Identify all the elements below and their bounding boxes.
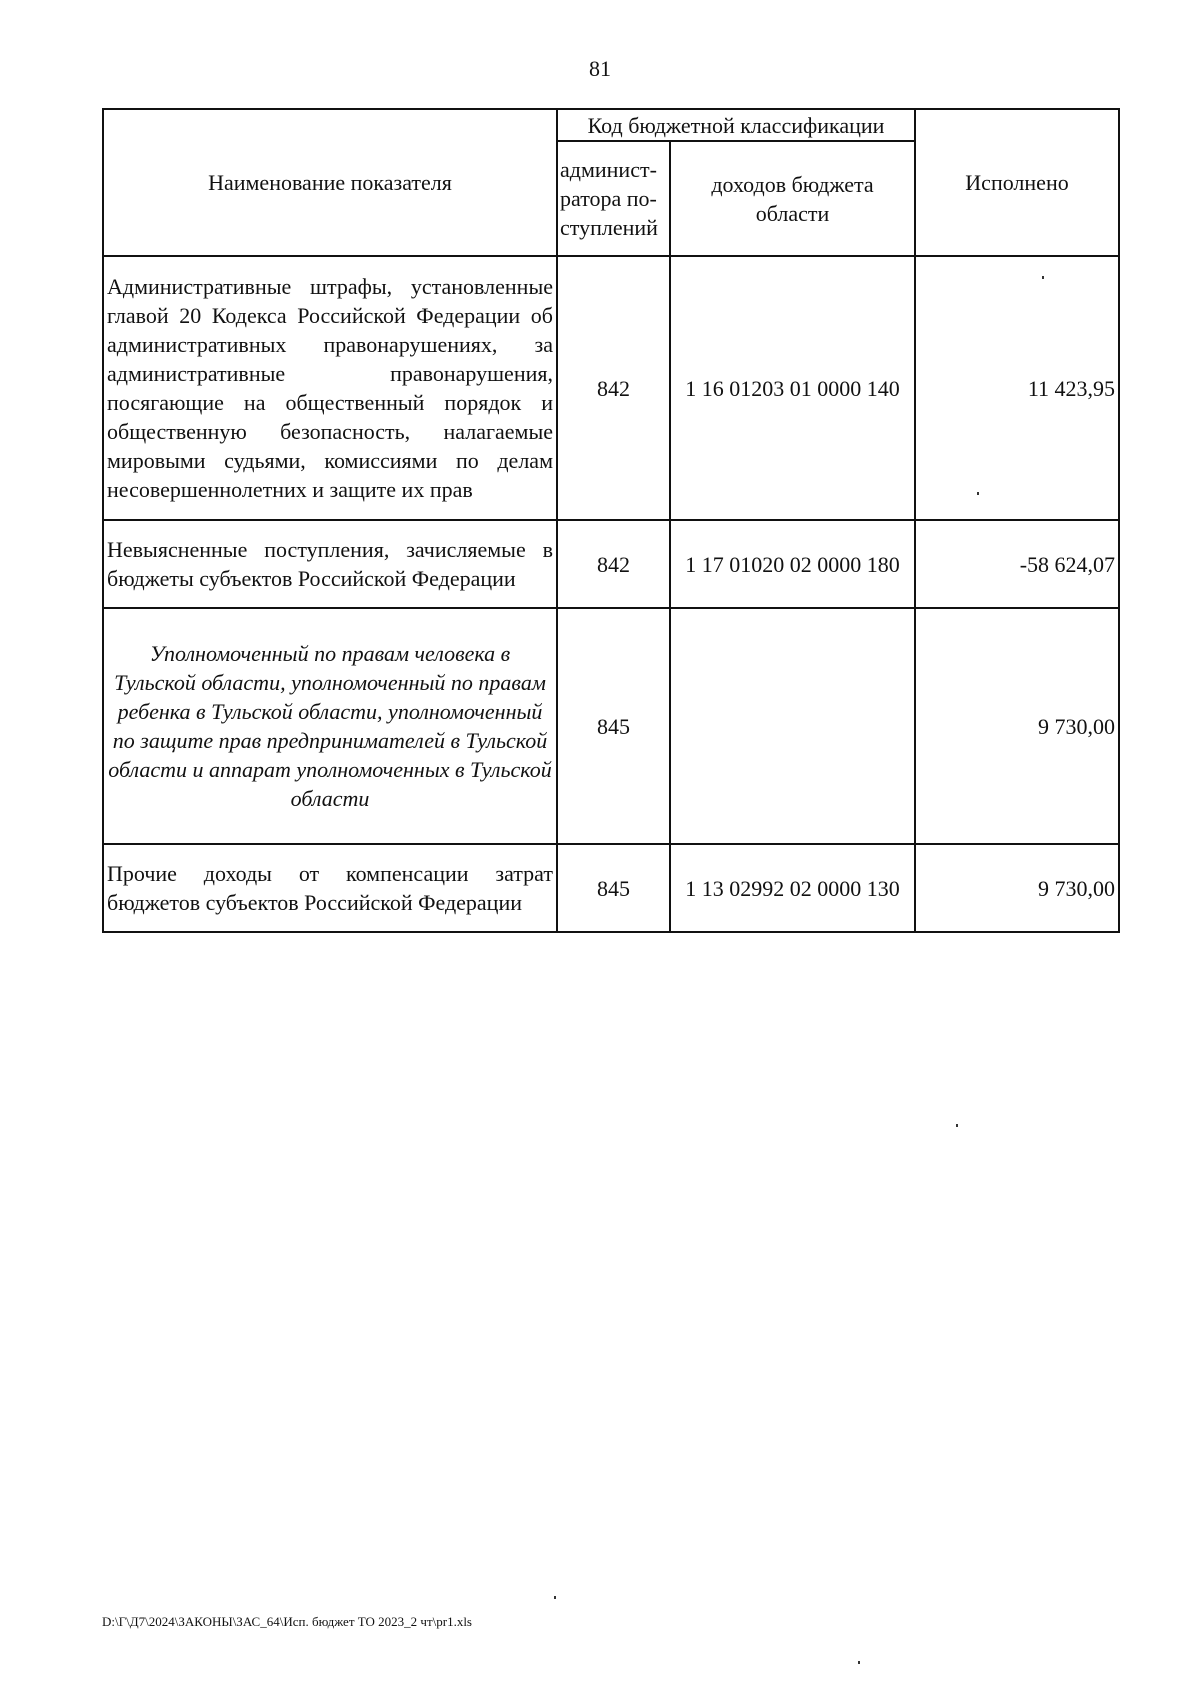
row-name: Прочие доходы от компенсации затрат бюджетов субъектов Российской Федерации (103, 844, 557, 932)
row-name: Административные штрафы, установленные главой 20 Кодекса Российской Федерации об административных правонарушениях, за административные правонарушения, посягающие на общественный порядок и общественную безопасность, налагаемые мировыми судьями, комиссиями по делам несовершеннолетних и защите их прав (103, 256, 557, 520)
row-executed: 11 423,95 (915, 256, 1119, 520)
header-revenue-code: доходов бюджета области (670, 141, 915, 256)
scan-speck (956, 1124, 958, 1127)
row-admin-code: 845 (557, 608, 670, 844)
header-admin-code: админист- ратора по- ступлений (557, 141, 670, 256)
scan-speck (1042, 276, 1044, 279)
row-revenue-code (670, 608, 915, 844)
row-executed: 9 730,00 (915, 608, 1119, 844)
header-indicator-name: Наименование показателя (103, 109, 557, 256)
scan-speck (977, 492, 979, 495)
scan-speck (858, 1661, 860, 1664)
table-row (103, 256, 1119, 520)
row-executed: 9 730,00 (915, 844, 1119, 932)
row-name: Невыясненные поступления, зачисляемые в бюджеты субъектов Российской Федерации (103, 520, 557, 608)
row-admin-code: 845 (557, 844, 670, 932)
row-admin-code: 842 (557, 520, 670, 608)
page-number: 81 (589, 56, 611, 81)
row-executed: -58 624,07 (915, 520, 1119, 608)
header-executed: Исполнено (915, 109, 1119, 256)
budget-table (102, 108, 1120, 933)
row-admin-code: 842 (557, 256, 670, 520)
scan-speck (554, 1596, 556, 1599)
footer-file-path: D:\Г\Д7\2024\ЗАКОНЫ\ЗАС_64\Исп. бюджет ТО 2023_2 чт\pr1.xls (102, 1614, 472, 1629)
row-revenue-code: 1 13 02992 02 0000 130 (670, 844, 915, 932)
header-classification-code: Код бюджетной классификации (557, 109, 915, 141)
table-row (103, 520, 1119, 608)
table-row (103, 844, 1119, 932)
row-revenue-code: 1 16 01203 01 0000 140 (670, 256, 915, 520)
row-name: Уполномоченный по правам человека в Тульской области, уполномоченный по правам ребенка в Тульской области, уполномоченный по защите прав предпринимателей в Тульской области и аппарат уполномоченных в Тульской области (103, 608, 557, 844)
row-revenue-code: 1 17 01020 02 0000 180 (670, 520, 915, 608)
table-row (103, 608, 1119, 844)
